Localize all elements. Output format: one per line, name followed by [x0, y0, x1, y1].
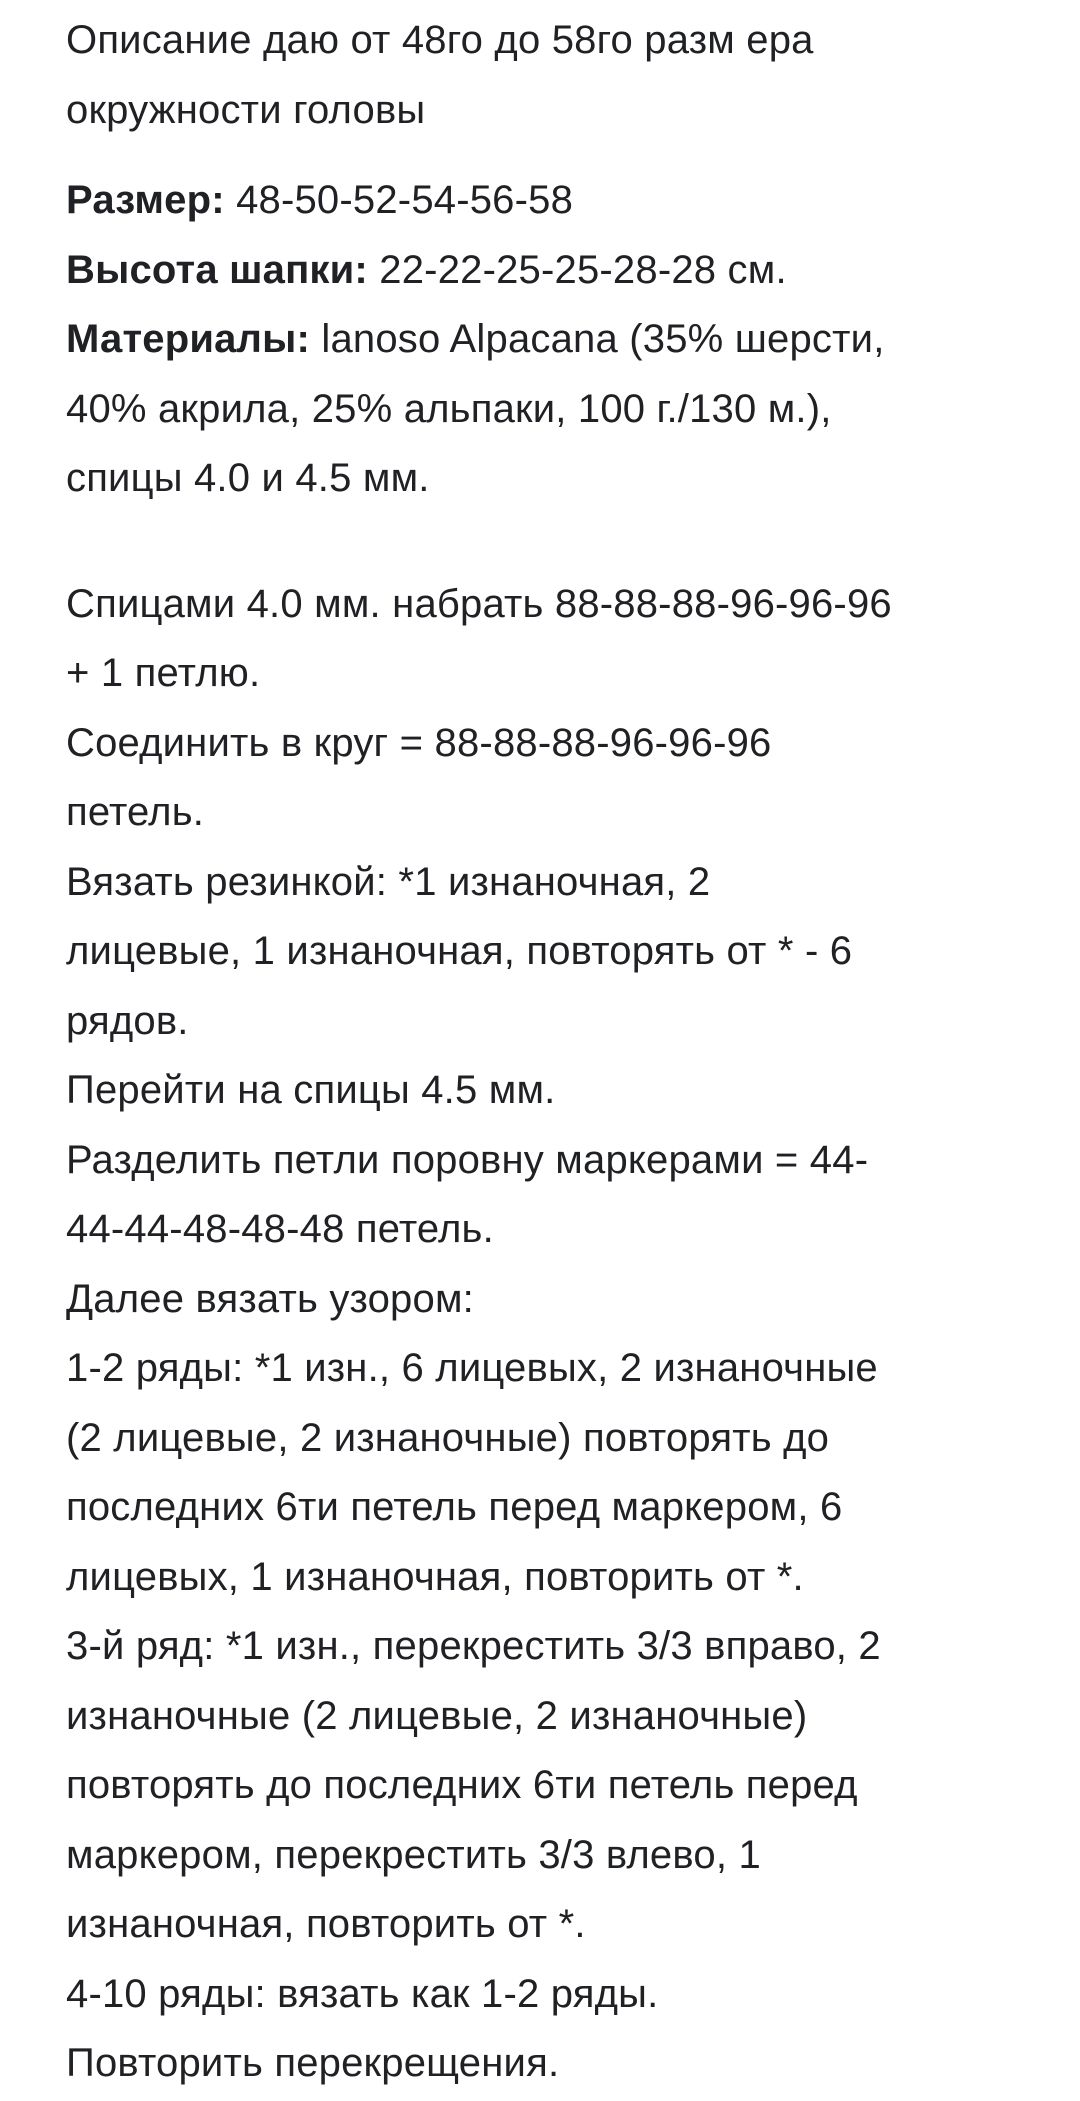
size-value: 48-50-52-54-56-58 — [224, 178, 574, 222]
instruction-line: повторять до последних 6ти петель перед — [66, 1763, 858, 1807]
instruction-line: изнаночные (2 лицевые, 2 изнаночные) — [66, 1693, 808, 1738]
instruction-line: Далее вязать узором: — [66, 1276, 474, 1321]
instruction-line: Соединить в круг = 88-88-88-96-96-96 — [66, 720, 772, 765]
materials-line — [66, 305, 1040, 375]
intro-line-2: окружности головы — [66, 87, 426, 132]
height-label: Высота шапки: — [66, 247, 368, 292]
size-line — [66, 166, 1040, 236]
instruction-line: рядов. — [66, 998, 189, 1043]
instruction-line: + 1 петлю. — [66, 651, 261, 695]
instruction-line: петель. — [66, 790, 205, 834]
instruction-line: 44-44-48-48-48 петель. — [66, 1207, 494, 1251]
instruction-line: Повторить перекрещения. — [66, 2041, 560, 2085]
materials-line-2: 40% акрила, 25% альпаки, 100 г./130 м.), — [66, 386, 832, 431]
instruction-line: последних 6ти петель перед маркером, 6 — [66, 1485, 843, 1529]
instruction-line: изнаночная, повторить от *. — [66, 1902, 586, 1946]
instruction-line: Спицами 4.0 мм. набрать 88-88-88-96-96-96 — [66, 581, 892, 626]
instruction-line: Перейти на спицы 4.5 мм. — [66, 1068, 556, 1112]
height-value: 22-22-25-25-28-28 см. — [367, 247, 787, 292]
instruction-line: 1-2 ряды: *1 изн., 6 лицевых, 2 изнаночные — [66, 1346, 878, 1390]
height-line — [66, 236, 1040, 306]
instruction-line: лицевые, 1 изнаночная, повторять от * - 6 — [66, 929, 853, 973]
instruction-line: Разделить петли поровну маркерами = 44- — [66, 1137, 869, 1182]
instruction-line: (2 лицевые, 2 изнаночные) повторять до — [66, 1415, 830, 1460]
intro-paragraph — [66, 6, 1040, 145]
specs-paragraph — [66, 166, 1040, 514]
instruction-line: лицевых, 1 изнаночная, повторить от *. — [66, 1554, 804, 1599]
materials-value: lanoso Alpacana (35% шерсти, — [310, 317, 885, 361]
intro-line-1: Описание даю от 48го до 58го разм ера — [66, 18, 814, 62]
instruction-line: маркером, перекрестить 3/3 влево, 1 — [66, 1832, 761, 1877]
materials-line-3: спицы 4.0 и 4.5 мм. — [66, 456, 430, 500]
instructions-paragraph — [66, 570, 1040, 2099]
instruction-line: 4-10 ряды: вязать как 1-2 ряды. — [66, 1971, 659, 2016]
instruction-line: Вязать резинкой: *1 изнаночная, 2 — [66, 859, 711, 904]
size-label: Размер: — [66, 178, 225, 222]
materials-label: Материалы: — [66, 317, 311, 361]
instruction-line: 3-й ряд: *1 изн., перекрестить 3/3 вправо, 2 — [66, 1624, 881, 1668]
